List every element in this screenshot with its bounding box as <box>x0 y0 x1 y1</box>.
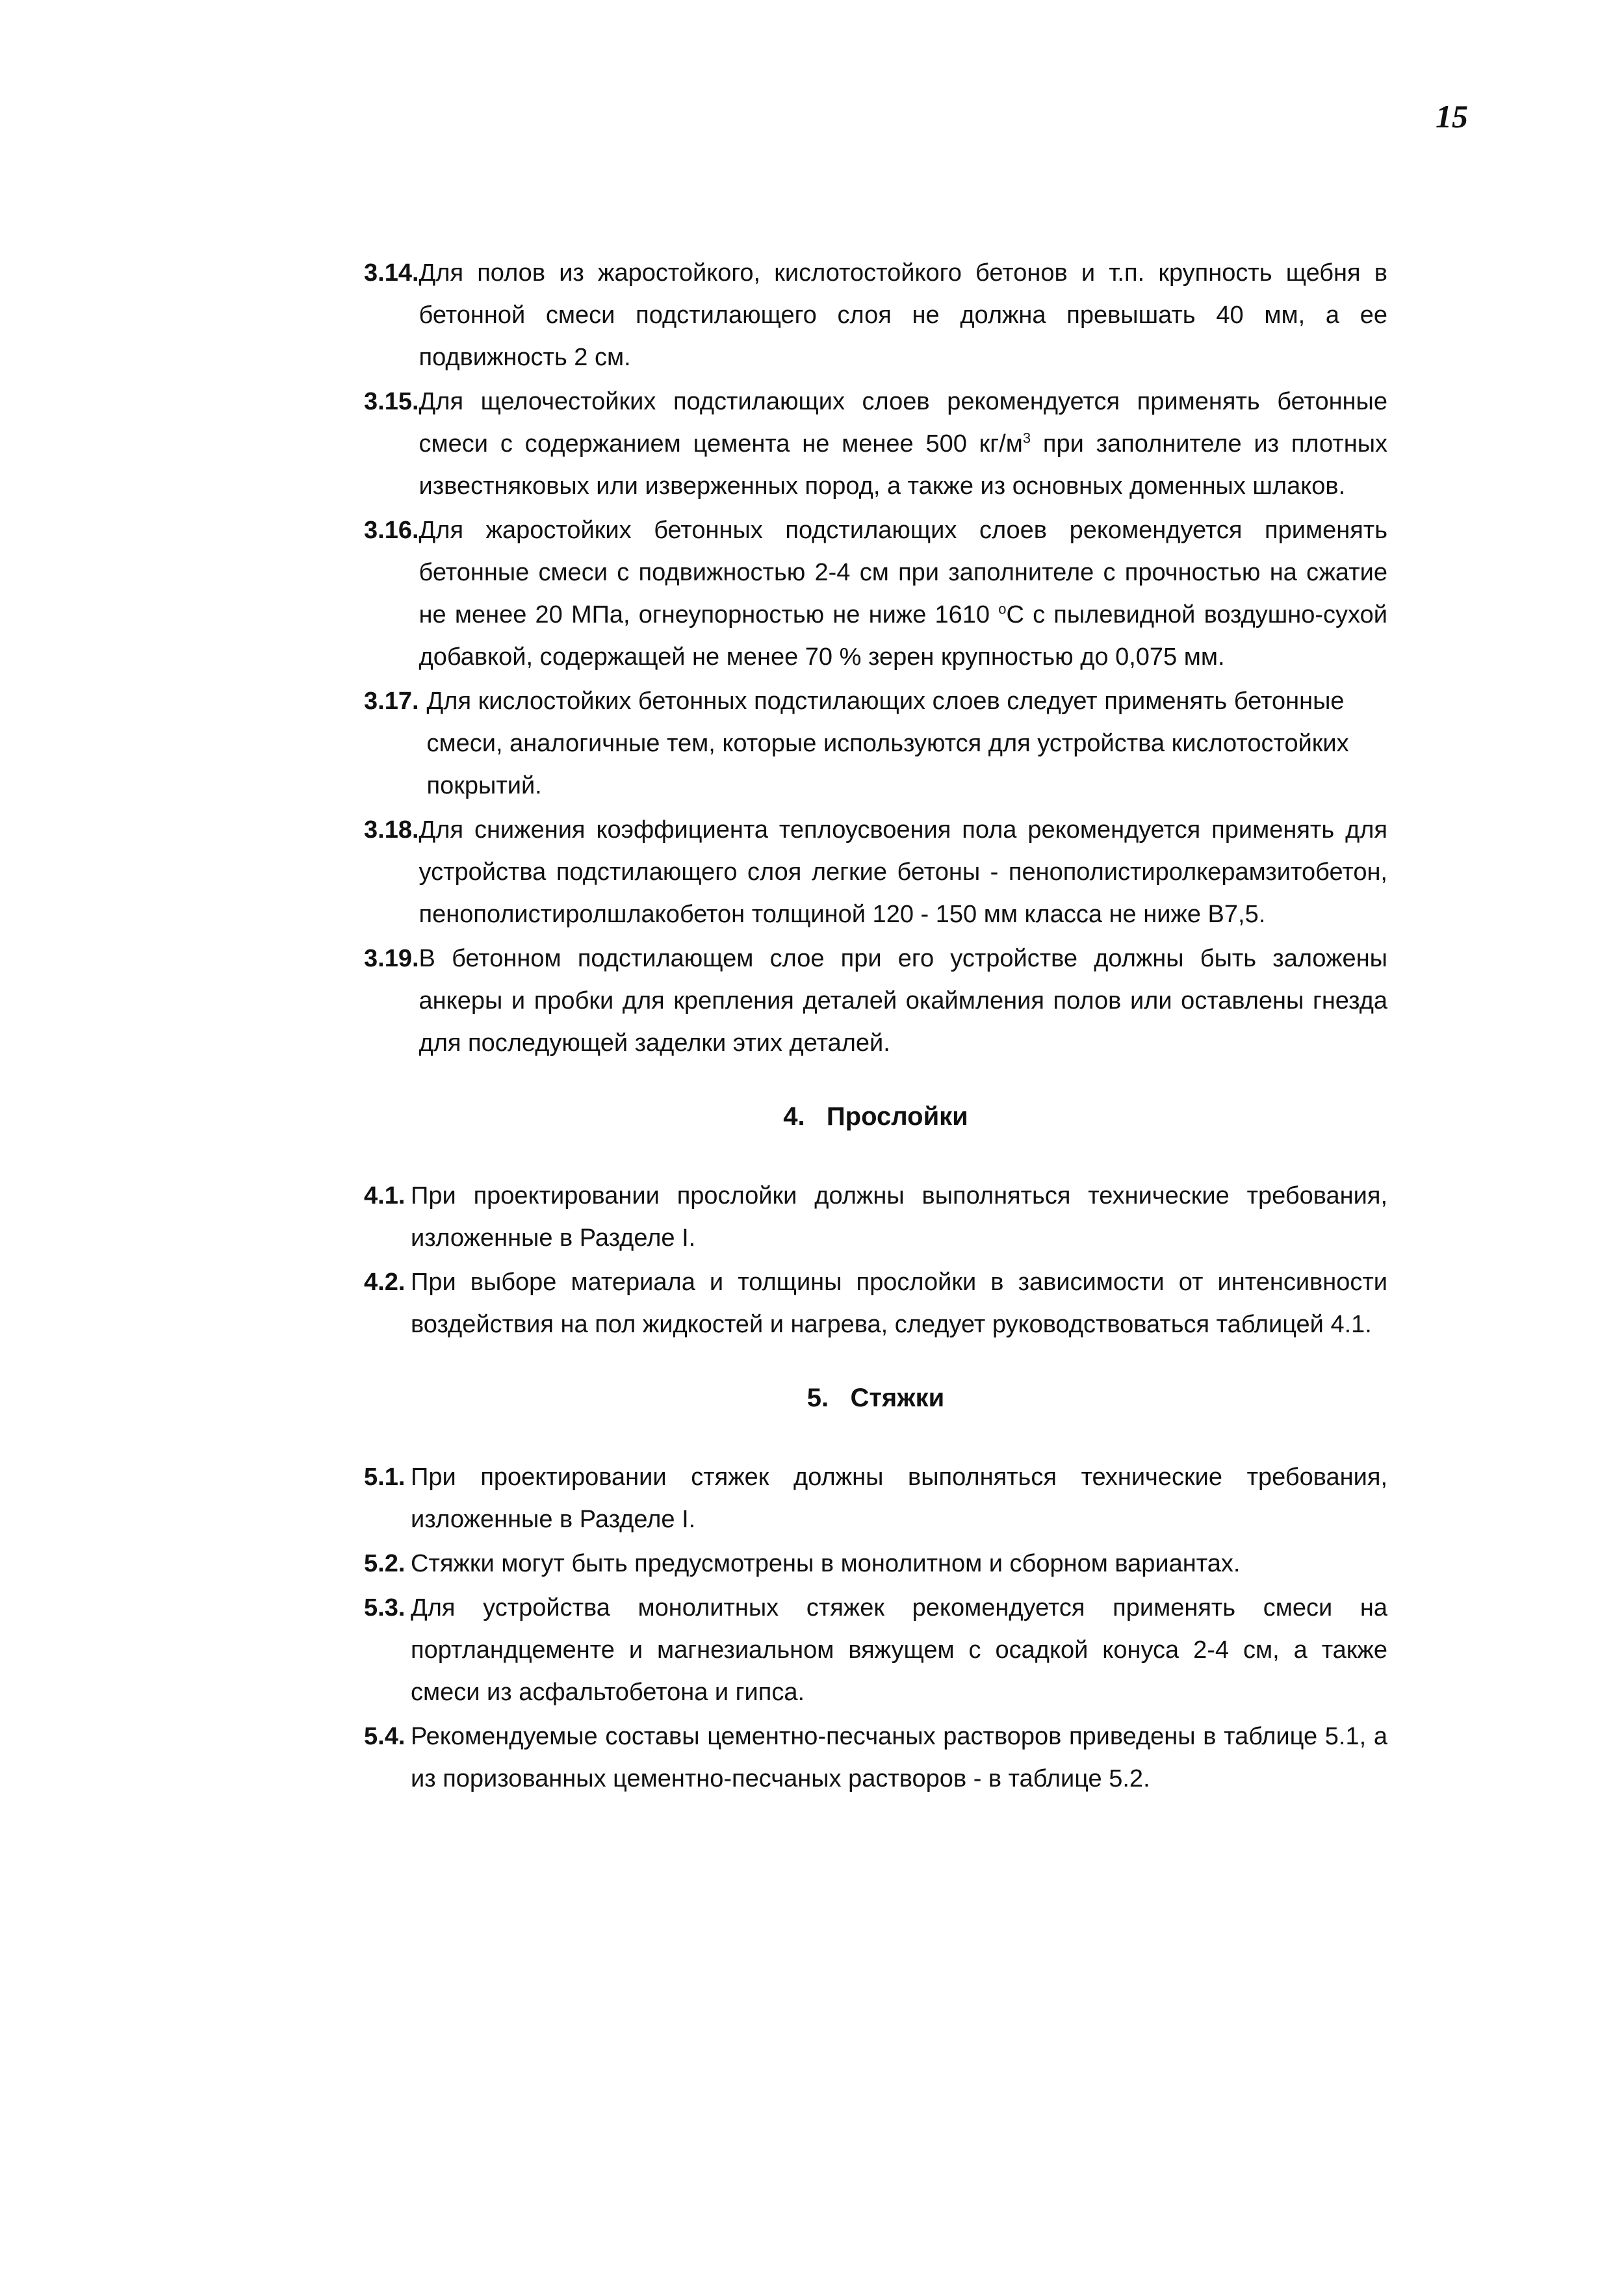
clause-text: Для кислостойких бетонных подстилающих слоев следует применять бетонные смеси, аналогичные тем, которые используются для устройства кислотостойких покрытий. <box>426 688 1349 799</box>
clause-5-3 <box>364 1587 1387 1714</box>
clause-3-15 <box>364 381 1387 508</box>
clause-4-2 <box>364 1261 1387 1346</box>
section-heading-5: 5. Стяжки <box>806 1384 945 1412</box>
clause-number: 5.1. <box>364 1464 406 1491</box>
clause-3-18 <box>364 809 1387 936</box>
clause-3-14 <box>364 252 1387 379</box>
clause-text-part: Для жаростойких бетонных подстилающих слоев рекомендуется применять бетонные смеси с подвижностью 2-4 см при заполнителе с прочностью на сжатие не менее 20 МПа, огнеупорностью не ниже 1610 <box>419 517 1387 628</box>
clause-text <box>419 510 1387 678</box>
clause-3-16 <box>364 510 1387 678</box>
clause-number: 4.2. <box>364 1269 406 1296</box>
clause-number: 3.14. <box>364 259 419 287</box>
clause-number: 3.18. <box>364 816 419 844</box>
clause-text-part: С с пылевидной воздушно-сухой добавкой, содержащей не менее 70 % зерен крупностью до 0,075 мм. <box>419 601 1387 671</box>
clause-number: 3.16. <box>364 517 419 544</box>
clause-text: Для снижения коэффициента теплоусвоения пола рекомендуется применять для устройства подстилающего слоя легкие бетоны - пенополистиролкерамзитобетон, пенополистиролшлакобетон толщиной 120 - 150 мм класса не ниже В7,5. <box>419 816 1387 928</box>
clause-5-1 <box>364 1456 1387 1541</box>
page-number: 15 <box>1436 98 1468 135</box>
clause-number: 5.4. <box>364 1723 406 1750</box>
clause-text <box>419 381 1387 508</box>
clause-text-part: при заполнителе из плотных известняковых или изверженных пород, а также из основных доменных шлаков. <box>419 430 1388 500</box>
clause-3-17 <box>364 680 1387 807</box>
superscript: o <box>998 601 1007 617</box>
clause-text-part: Для щелочестойких подстилающих слоев рекомендуется применять бетонные смеси с содержанием цемента не менее 500 кг/м <box>419 388 1387 458</box>
clause-5-2 <box>364 1543 1387 1585</box>
clause-3-19 <box>364 938 1387 1065</box>
clause-number: 5.2. <box>364 1550 406 1577</box>
clause-text: Стяжки могут быть предусмотрены в монолитном и сборном вариантах. <box>411 1550 1241 1577</box>
clause-text: Для полов из жаростойкого, кислотостойкого бетонов и т.п. крупность щебня в бетонной смеси подстилающего слоя не должна превышать 40 мм, а ее подвижность 2 см. <box>419 259 1387 371</box>
clause-text: При проектировании прослойки должны выполняться технические требования, изложенные в Разделе I. <box>411 1182 1387 1252</box>
clause-text: При выборе материала и толщины прослойки в зависимости от интенсивности воздействия на пол жидкостей и нагрева, следует руководствоваться таблицей 4.1. <box>411 1269 1387 1338</box>
clause-number: 3.17. <box>364 688 419 715</box>
section-heading-4: 4. Прослойки <box>783 1102 968 1131</box>
clause-4-1 <box>364 1175 1387 1260</box>
clause-text: При проектировании стяжек должны выполняться технические требования, изложенные в Разделе I. <box>411 1464 1387 1533</box>
clause-number: 3.19. <box>364 945 419 972</box>
clause-number: 5.3. <box>364 1594 406 1622</box>
clause-text: В бетонном подстилающем слое при его устройстве должны быть заложены анкеры и пробки для крепления деталей окаймления полов или оставлены гнезда для последующей заделки этих деталей. <box>419 945 1387 1057</box>
document-body <box>364 252 1387 1800</box>
superscript: 3 <box>1022 430 1031 446</box>
clause-text: Рекомендуемые составы цементно-песчаных растворов приведены в таблице 5.1, а из поризованных цементно-песчаных растворов - в таблице 5.2. <box>411 1723 1387 1792</box>
clause-5-4 <box>364 1716 1387 1800</box>
clause-number: 4.1. <box>364 1182 406 1209</box>
clause-text: Для устройства монолитных стяжек рекомендуется применять смеси на портландцементе и магнезиальном вяжущем с осадкой конуса 2-4 см, а также смеси из асфальтобетона и гипса. <box>411 1594 1387 1706</box>
clause-number: 3.15. <box>364 388 419 415</box>
